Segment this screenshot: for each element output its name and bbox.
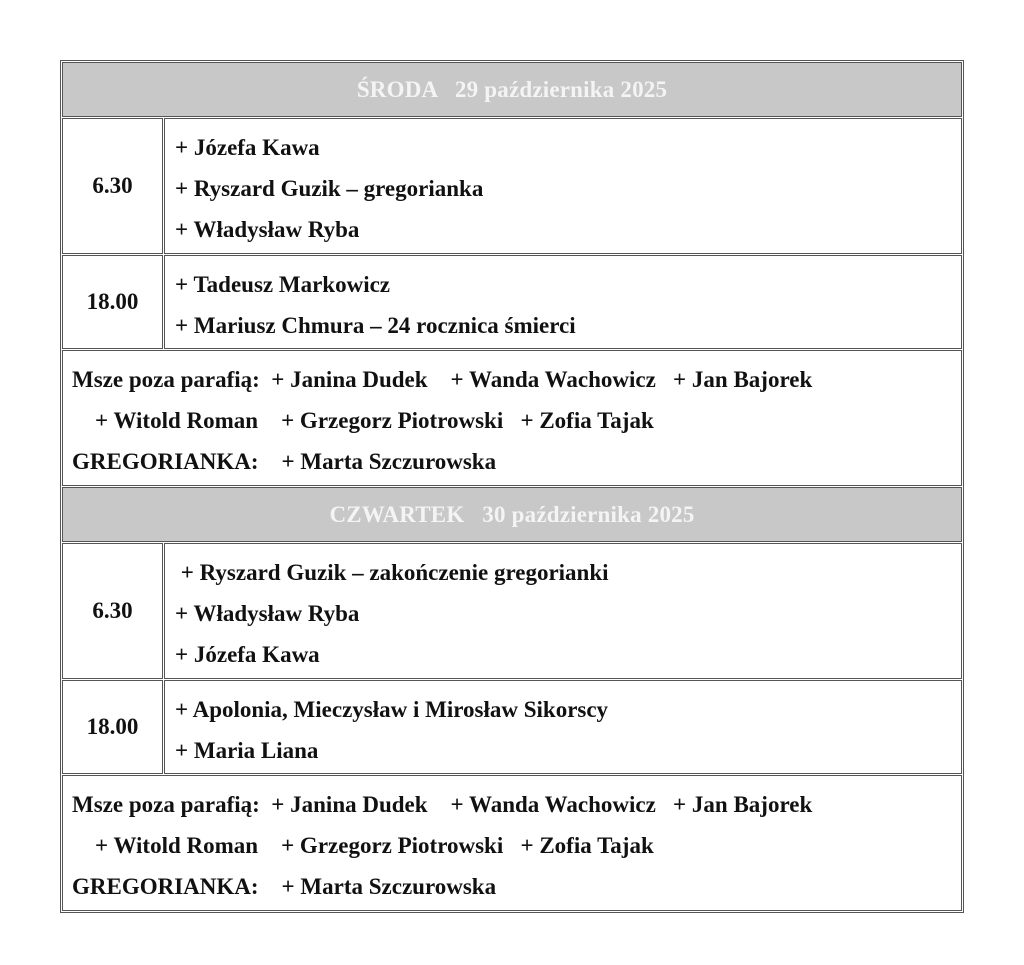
mass-schedule-table xyxy=(60,60,964,913)
mass-intentions xyxy=(164,680,962,774)
intention: + Ryszard Guzik – zakończenie gregorianki xyxy=(175,560,609,585)
day-header-wednesday xyxy=(62,62,962,117)
outside-parish-masses xyxy=(62,775,962,911)
outside-line: Msze poza parafią: + Janina Dudek + Wanda Wachowicz + Jan Bajorek xyxy=(72,792,813,817)
day-header-text: ŚRODA 29 października 2025 xyxy=(356,76,668,102)
intention: + Władysław Ryba xyxy=(175,217,360,242)
day-header-text: CZWARTEK 30 października 2025 xyxy=(329,501,695,527)
mass-time: 6.30 xyxy=(62,543,163,679)
outside-line: + Witold Roman + Grzegorz Piotrowski + Zofia Tajak xyxy=(72,833,654,858)
intention: + Józefa Kawa xyxy=(175,135,320,160)
outside-parish-masses xyxy=(62,350,962,486)
mass-time: 18.00 xyxy=(62,255,163,349)
intention: + Władysław Ryba xyxy=(175,601,360,626)
intention: + Apolonia, Mieczysław i Mirosław Sikorscy xyxy=(175,697,609,722)
gregorian-line: GREGORIANKA: + Marta Szczurowska xyxy=(72,449,497,474)
mass-time: 6.30 xyxy=(62,118,163,254)
gregorian-line: GREGORIANKA: + Marta Szczurowska xyxy=(72,874,497,899)
mass-row xyxy=(62,255,962,349)
mass-time: 18.00 xyxy=(62,680,163,774)
outside-line: Msze poza parafią: + Janina Dudek + Wanda Wachowicz + Jan Bajorek xyxy=(72,367,813,392)
mass-intentions xyxy=(164,255,962,349)
intention: + Ryszard Guzik – gregorianka xyxy=(175,176,484,201)
intention: + Mariusz Chmura – 24 rocznica śmierci xyxy=(175,313,576,338)
mass-row xyxy=(62,680,962,774)
mass-row xyxy=(62,118,962,254)
intention: + Tadeusz Markowicz xyxy=(175,272,390,297)
mass-intentions xyxy=(164,543,962,679)
mass-row xyxy=(62,543,962,679)
mass-intentions xyxy=(164,118,962,254)
intention: + Józefa Kawa xyxy=(175,642,320,667)
intention: + Maria Liana xyxy=(175,738,319,763)
outside-line: + Witold Roman + Grzegorz Piotrowski + Zofia Tajak xyxy=(72,408,654,433)
day-header-thursday xyxy=(62,487,962,542)
